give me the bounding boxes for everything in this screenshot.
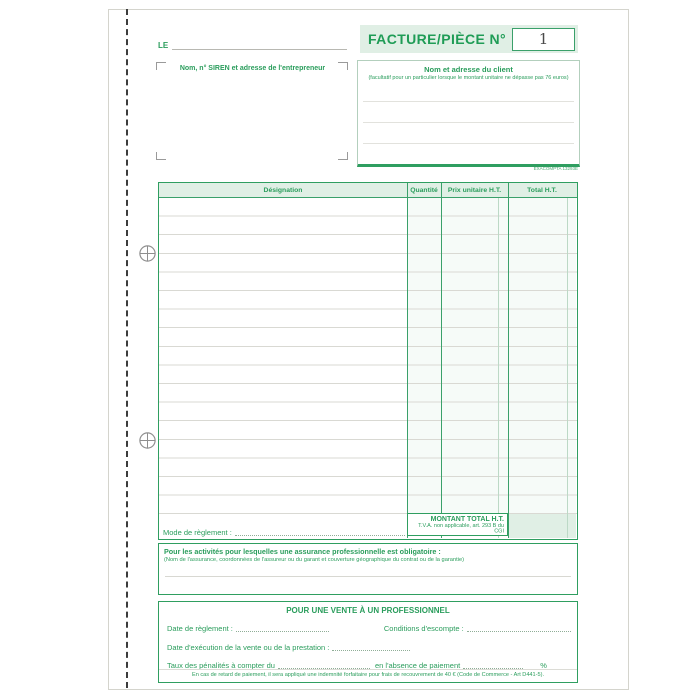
- cents-divider: [567, 198, 568, 538]
- payment-date-row: [167, 623, 571, 633]
- client-write-line: [363, 122, 574, 123]
- payment-mode-label: Mode de règlement :: [163, 528, 232, 537]
- perforation-dashed-line: [126, 9, 128, 688]
- penalty-middle-label: en l'absence de paiement: [374, 661, 461, 670]
- late-payment-note: En cas de retard de paiement, il sera appliqué une indemnité forfaitaire pour frais de recouvrement de 40 € (Code de Commerce - Art D441-5).: [191, 672, 545, 678]
- hole-punch-icon: [138, 431, 157, 450]
- vat-exemption-note: T.V.A. non applicable, art. 293 B du CGI: [418, 523, 504, 535]
- professional-sale-title: POUR UNE VENTE À UN PROFESSIONNEL: [286, 606, 450, 615]
- items-table: [158, 182, 578, 540]
- client-write-line: [363, 143, 574, 144]
- penalty-rate-label: Taux des pénalités à compter du: [167, 661, 275, 670]
- insurance-title: Pour les activités pour lesquelles une assurance professionnelle est obligatoire :: [164, 547, 441, 556]
- insurance-write-line: [165, 576, 571, 577]
- payment-mode-fill-line: [235, 527, 405, 536]
- column-divider: [508, 183, 509, 538]
- invoice-title-bar: [360, 25, 578, 53]
- date-prefix-label: LE: [158, 41, 169, 50]
- invoice-number: 1: [538, 30, 549, 48]
- execution-date-fill-line: [332, 642, 410, 651]
- note-separator: [159, 669, 577, 670]
- payment-date-label: Date de règlement :: [167, 624, 233, 633]
- col-header-quantity: Quantité: [410, 187, 438, 194]
- penalty-rate-fill-line: [463, 660, 523, 669]
- invoice-number-box: [512, 28, 575, 51]
- percent-sign: %: [540, 661, 547, 670]
- payment-mode-row: [163, 527, 405, 537]
- payment-date-fill-line: [236, 623, 329, 632]
- professional-sale-box: [158, 601, 578, 683]
- execution-date-label: Date d'exécution de la vente ou de la prestation :: [167, 643, 330, 652]
- col-header-designation: Désignation: [263, 187, 303, 194]
- insurance-subtitle: (Nom de l'assurance, coordonnées de l'assureur ou du garant et couverture géographique du contrat ou de la garantie): [164, 557, 465, 563]
- hole-punch-icon: [138, 244, 157, 263]
- date-fill-line: [172, 49, 347, 50]
- crop-mark-icon: [156, 152, 166, 160]
- invoice-title: FACTURE/PIÈCE N°: [368, 31, 507, 47]
- execution-date-row: [167, 642, 571, 652]
- discount-fill-line: [467, 623, 571, 632]
- crop-mark-icon: [338, 152, 348, 160]
- manufacturer-ref-code: EXACOMPTA 13293E: [533, 167, 578, 172]
- penalty-date-fill-line: [278, 660, 370, 669]
- grand-total-cell: [508, 513, 576, 538]
- total-amount-box: [407, 513, 508, 536]
- col-header-unit-price: Prix unitaire H.T.: [447, 187, 502, 194]
- empty-item-rows: [159, 198, 577, 514]
- client-address-box: [357, 60, 580, 167]
- column-divider: [407, 183, 408, 538]
- insurance-box: [158, 543, 578, 595]
- client-write-line: [363, 101, 574, 102]
- column-divider: [441, 183, 442, 538]
- discount-label: Conditions d'escompte :: [383, 624, 464, 633]
- col-header-total: Total H.T.: [527, 187, 557, 194]
- cents-divider: [498, 198, 499, 538]
- client-box-subtitle: (facultatif pour un particulier lorsque le montant unitaire ne dépasse pas 76 euros): [368, 75, 569, 81]
- total-amount-label: MONTANT TOTAL H.T.: [430, 516, 504, 523]
- client-box-title: Nom et adresse du client: [424, 65, 513, 74]
- entrepreneur-zone-label: Nom, n° SIREN et adresse de l'entrepreneur: [179, 65, 326, 72]
